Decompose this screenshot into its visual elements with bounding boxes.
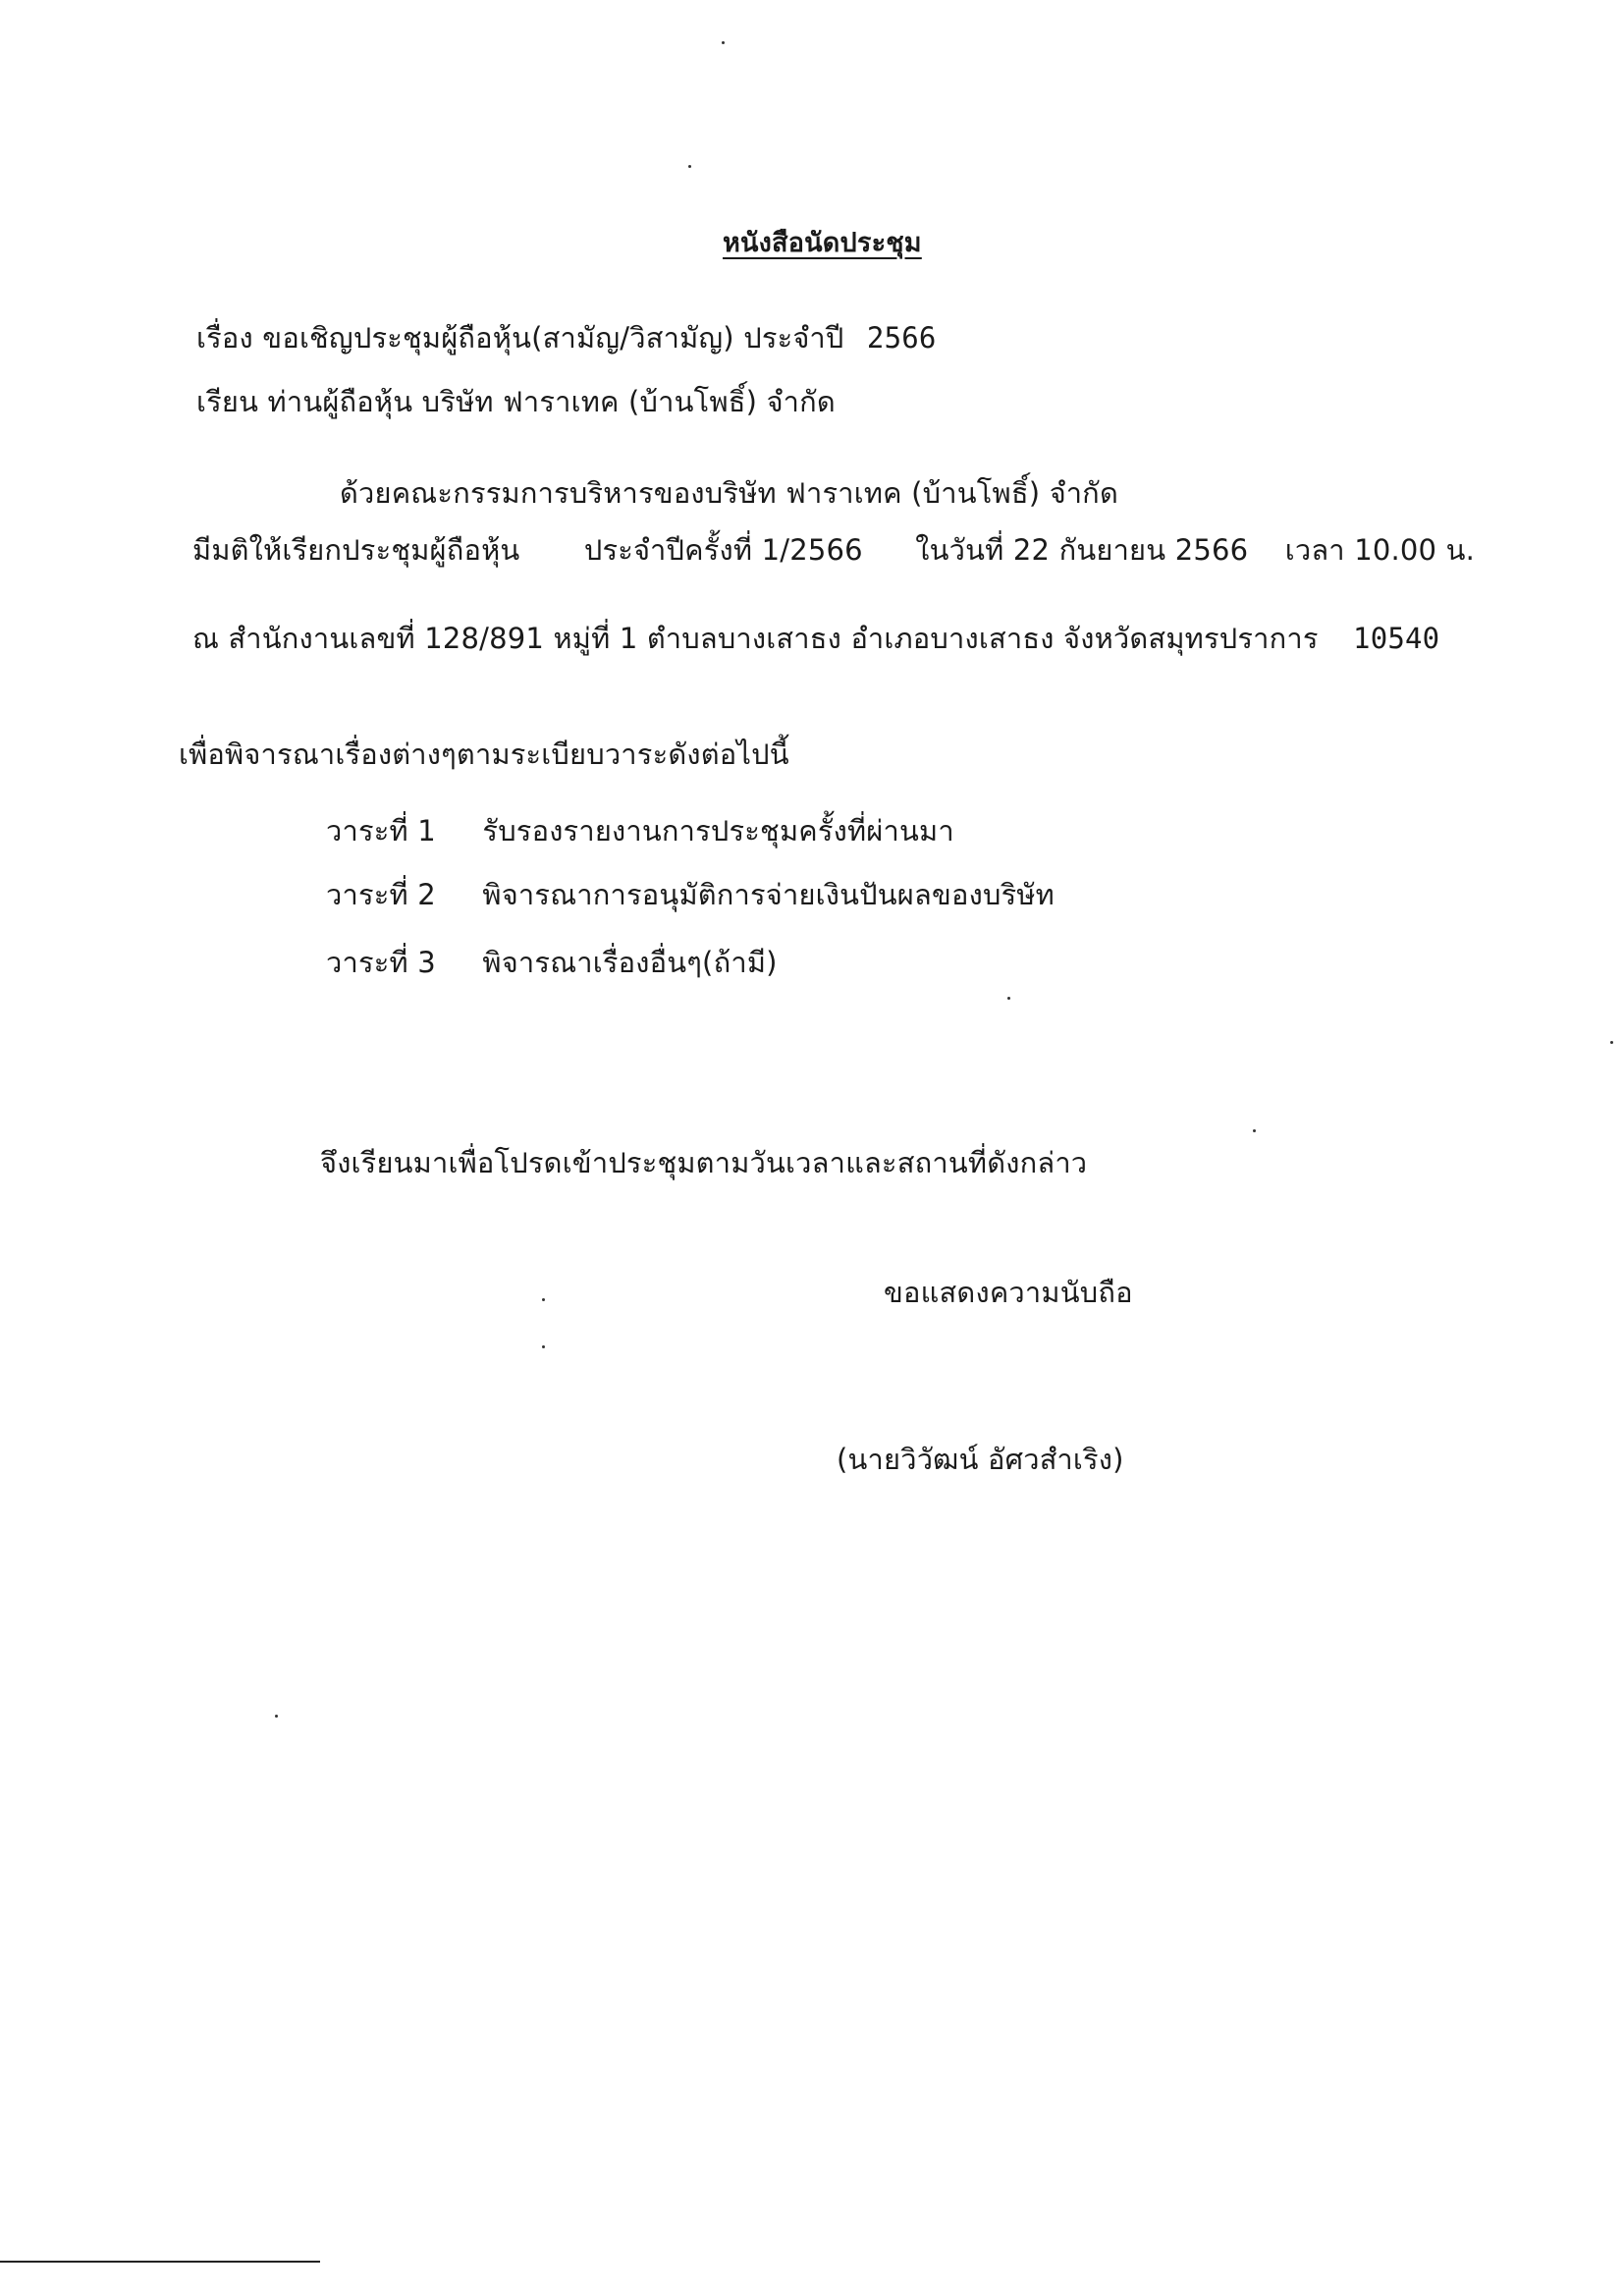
scan-speck — [688, 165, 691, 168]
agenda-item-label: วาระที่ 3 — [326, 946, 436, 979]
scan-speck — [542, 1345, 545, 1348]
to-text: ท่านผู้ถือหุ้น บริษัท ฟาราเทค (บ้านโพธิ์) จำกัด — [267, 385, 836, 418]
to-label: เรียน — [196, 385, 259, 418]
body-line-2-date: ในวันที่ 22 กันยายน 2566 — [915, 533, 1249, 567]
body-line-2-meeting-no: ประจำปีครั้งที่ 1/2566 — [583, 533, 863, 567]
agenda-intro: เพื่อพิจารณาเรื่องต่างๆตามระเบียบวาระดังต่อไปนี้ — [179, 738, 789, 771]
body-line-2-time: เวลา 10.00 น. — [1284, 533, 1476, 567]
agenda-item-text: รับรองรายงานการประชุมครั้งที่ผ่านมา — [482, 814, 954, 847]
body-line-3-address: ณ สำนักงานเลขที่ 128/891 หมู่ที่ 1 ตำบลบางเสาธง อำเภอบางเสาธง จังหวัดสมุทรปราการ — [192, 622, 1319, 655]
body-line-1: ด้วยคณะกรรมการบริหารของบริษัท ฟาราเทค (บ้านโพธิ์) จำกัด — [340, 476, 1118, 510]
scan-speck — [1253, 1129, 1256, 1132]
scan-speck — [1610, 1041, 1613, 1044]
agenda-item-text: พิจารณาเรื่องอื่นๆ(ถ้ามี) — [482, 946, 778, 979]
signatory-name: (นายวิวัฒน์ อัศวสำเริง) — [837, 1443, 1124, 1476]
agenda-item-text: พิจารณาการอนุมัติการจ่ายเงินปันผลของบริษัท — [482, 878, 1055, 911]
body-line-2-resolution: มีมติให้เรียกประชุมผู้ถือหุ้น — [192, 533, 520, 567]
agenda-item — [326, 811, 954, 850]
agenda-item-label: วาระที่ 1 — [326, 814, 436, 847]
agenda-item — [326, 943, 778, 982]
agenda-item — [326, 875, 1055, 914]
agenda-item-label: วาระที่ 2 — [326, 878, 436, 911]
scan-speck — [722, 41, 725, 44]
subject-year: 2566 — [866, 321, 937, 355]
subject-line — [196, 318, 937, 357]
scan-speck — [275, 1715, 278, 1718]
body-line-3 — [192, 619, 1439, 658]
to-line — [196, 382, 836, 421]
document-title: หนังสือนัดประชุม — [723, 228, 922, 258]
scan-speck — [542, 1298, 545, 1301]
scan-speck — [1007, 997, 1010, 1000]
body-line-2 — [192, 530, 1489, 570]
subject-text: ขอเชิญประชุมผู้ถือหุ้น(สามัญ/วิสามัญ) ประจำปี — [262, 321, 844, 355]
regards-line: ขอแสดงความนับถือ — [884, 1276, 1133, 1309]
body-line-3-postcode: 10540 — [1353, 622, 1440, 655]
bottom-rule — [0, 2261, 320, 2263]
subject-label: เรื่อง — [196, 321, 253, 355]
closing-line: จึงเรียนมาเพื่อโปรดเข้าประชุมตามวันเวลาและสถานที่ดังกล่าว — [320, 1146, 1088, 1179]
